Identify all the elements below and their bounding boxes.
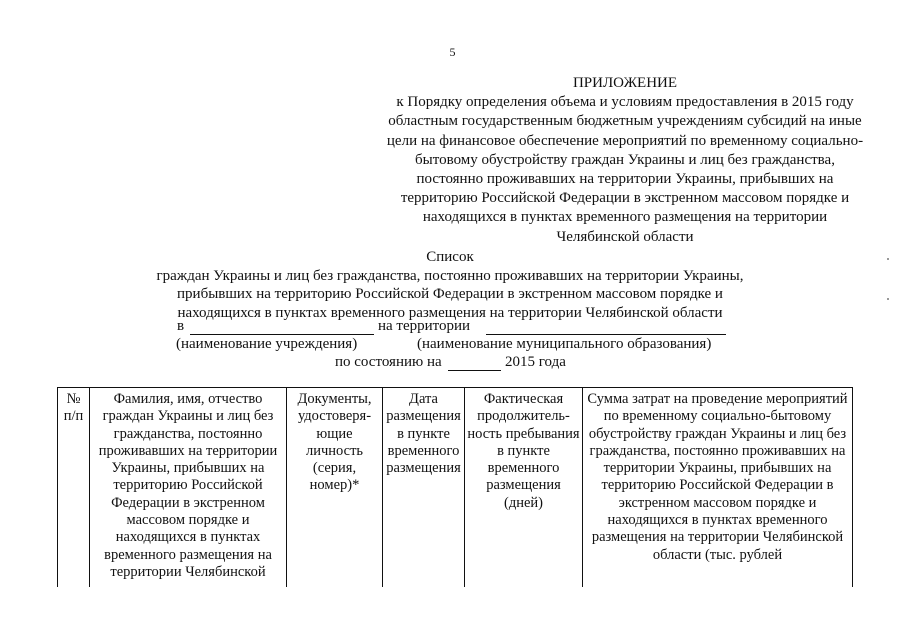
- header-full-name: Фамилия, имя, отчество граждан Украины и лиц без гражданства, постоянно проживавших на территории Украины, прибывших на территорию Российской Федерации в экстренном массовом порядке и находящихся в пунктах временного размещения на территории Челябинской: [90, 388, 287, 588]
- page-number: 5: [449, 45, 456, 59]
- header-documents: Документы, удостоверя-ющие личность (серия, номер)*: [287, 388, 383, 588]
- date-blank[interactable]: [448, 356, 501, 371]
- prefix-in: в: [177, 318, 185, 334]
- list-subtitle-line-2: прибывших на территорию Российской Федерации в экстренном массовом порядке и: [177, 286, 723, 302]
- header-number: № п/п: [58, 388, 90, 588]
- list-subtitle-line-1: граждан Украины и лиц без гражданства, постоянно проживавших на территории Украины,: [156, 267, 744, 284]
- list-heading: Список: [426, 249, 474, 265]
- list-title-block: [100, 248, 800, 322]
- institution-blank[interactable]: [190, 320, 374, 335]
- hint-municipality: (наименование муниципального образования): [417, 336, 712, 352]
- appendix-text: к Порядку определения объема и условиям предоставления в 2015 году областным государственным бюджетным учреждениям субсидий на иные цели на финансовое обеспечение мероприятий по временному социально-бытовому обустройству граждан Украины и лиц без гражданства, постоянно проживавших на территории Украины, прибывших на территорию Российской Федерации в экстренном массовом порядке и находящихся в пунктах временного размещения на территории Челябинской области: [386, 94, 864, 245]
- as-of-label: по состоянию на: [335, 354, 442, 370]
- header-expense-sum: Сумма затрат на проведение мероприятий по временному социально-бытовому обустройству граждан Украины и лиц без гражданства, постоянно проживавших на территории Украины, прибывших на территорию Российской Федерации в экстренном массовом порядке и находящихся в пунктах временного размещения на территории Челябинской области (тыс. рублей: [583, 388, 853, 588]
- scan-speck: [887, 298, 889, 300]
- register-table: [57, 387, 853, 587]
- header-stay-duration: Фактическая продолжитель-ность пребывания в пункте временного размещения (дней): [465, 388, 583, 588]
- hint-institution: (наименование учреждения): [176, 336, 358, 352]
- appendix-block: [380, 74, 870, 247]
- municipality-blank[interactable]: [486, 320, 726, 335]
- institution-fill-row: [0, 318, 905, 338]
- list-subtitle-line-3: находящихся в пунктах временного размещения на территории Челябинской области: [177, 304, 723, 321]
- table-header-row: [58, 388, 853, 588]
- header-placement-date: Дата размещения в пункте временного размещения: [383, 388, 465, 588]
- year-label: 2015 года: [505, 354, 566, 370]
- on-territory-label: на территории: [378, 318, 471, 334]
- appendix-title: ПРИЛОЖЕНИЕ: [572, 75, 678, 91]
- scan-speck: [887, 258, 889, 260]
